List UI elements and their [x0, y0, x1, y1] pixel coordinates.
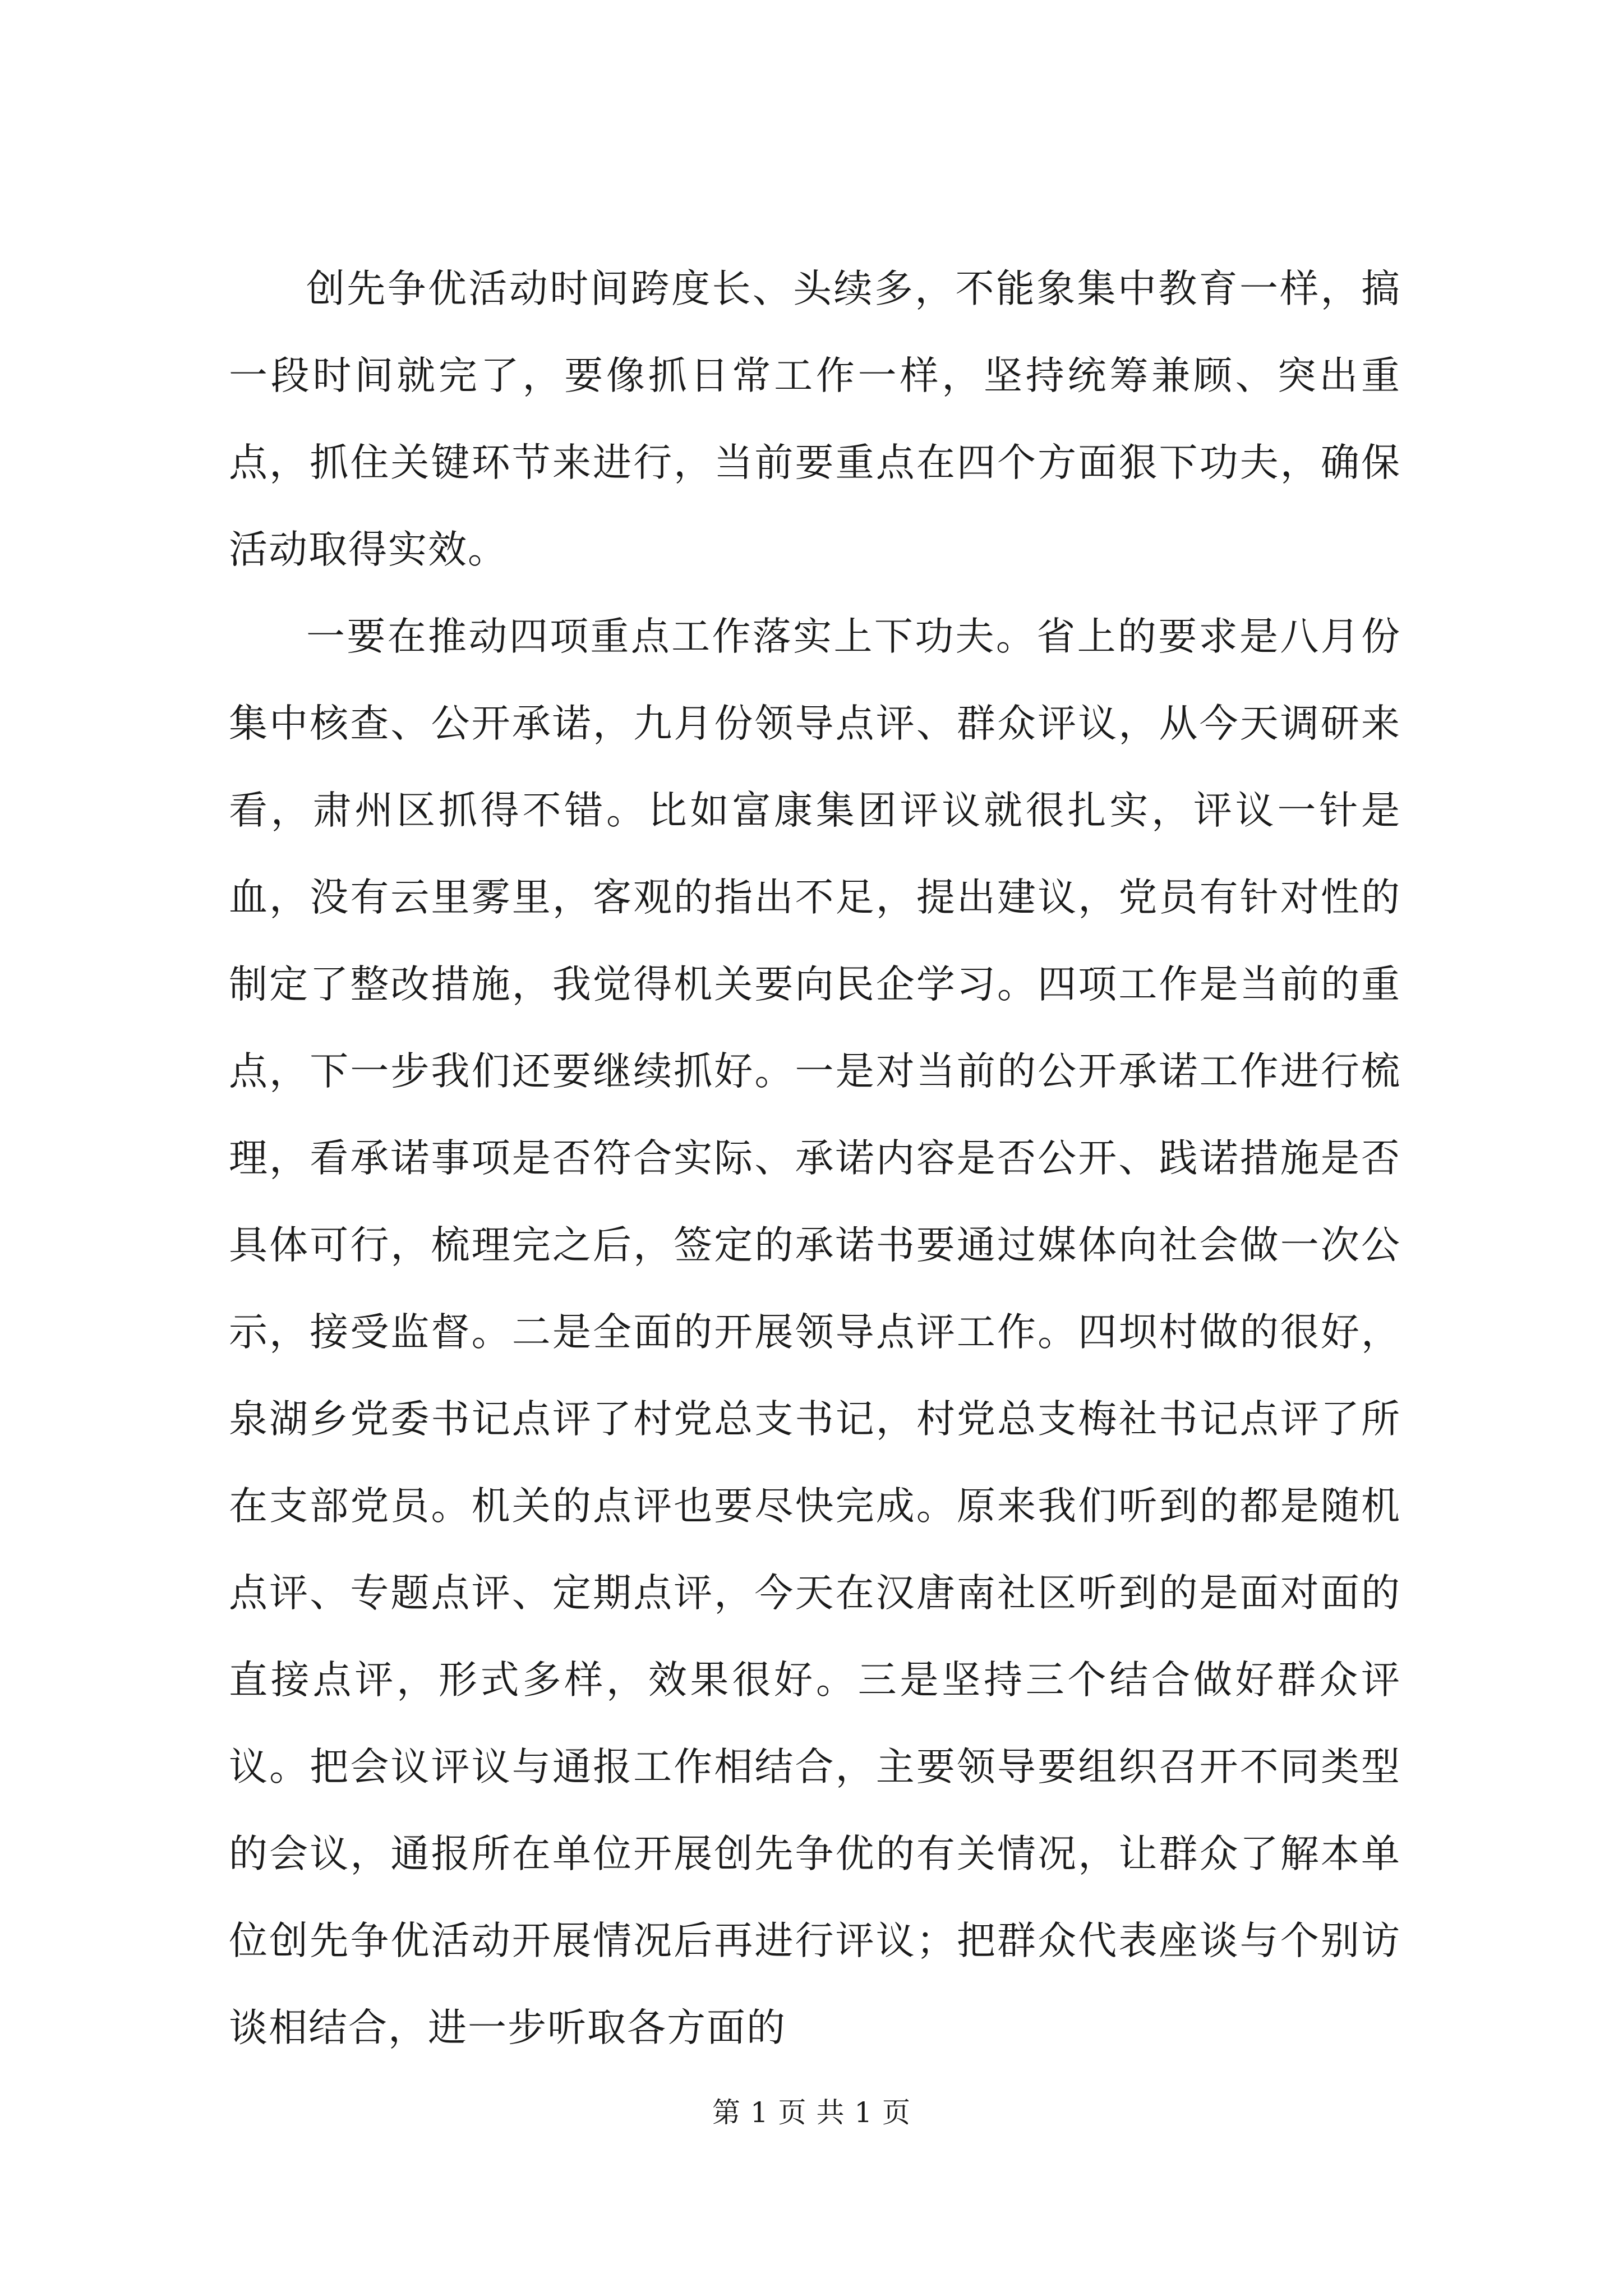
document-body: [229, 246, 1401, 2072]
page-footer: 第 1 页 共 1 页: [712, 2096, 911, 2129]
paragraph-first-point: 一要在推动四项重点工作落实上下功夫。省上的要求是八月份集中核查、公开承诺，九月份领导点评、群众评议，从今天调研来看，肃州区抓得不错。比如富康集团评议就很扎实，评议一针是血，没有云里雾里，客观的指出不足，提出建议，党员有针对性的制定了整改措施，我觉得机关要向民企学习。四项工作是当前的重点，下一步我们还要继续抓好。一是对当前的公开承诺工作进行梳理，看承诺事项是否符合实际、承诺内容是否公开、践诺措施是否具体可行，梳理完之后，签定的承诺书要通过媒体向社会做一次公示，接受监督。二是全面的开展领导点评工作。四坝村做的很好，泉湖乡党委书记点评了村党总支书记，村党总支梅社书记点评了所在支部党员。机关的点评也要尽快完成。原来我们听到的都是随机点评、专题点评、定期点评，今天在汉唐南社区听到的是面对面的直接点评，形式多样，效果很好。三是坚持三个结合做好群众评议。把会议评议与通报工作相结合，主要领导要组织召开不同类型的会议，通报所在单位开展创先争优的有关情况，让群众了解本单位创先争优活动开展情况后再进行评议；把群众代表座谈与个别访谈相结合，进一步听取各方面的: [229, 614, 1401, 2050]
paragraph-intro: 创先争优活动时间跨度长、头续多，不能象集中教育一样，搞一段时间就完了，要像抓日常工作一样，坚持统筹兼顾、突出重点，抓住关键环节来进行，当前要重点在四个方面狠下功夫，确保活动取得实效。: [229, 266, 1401, 572]
